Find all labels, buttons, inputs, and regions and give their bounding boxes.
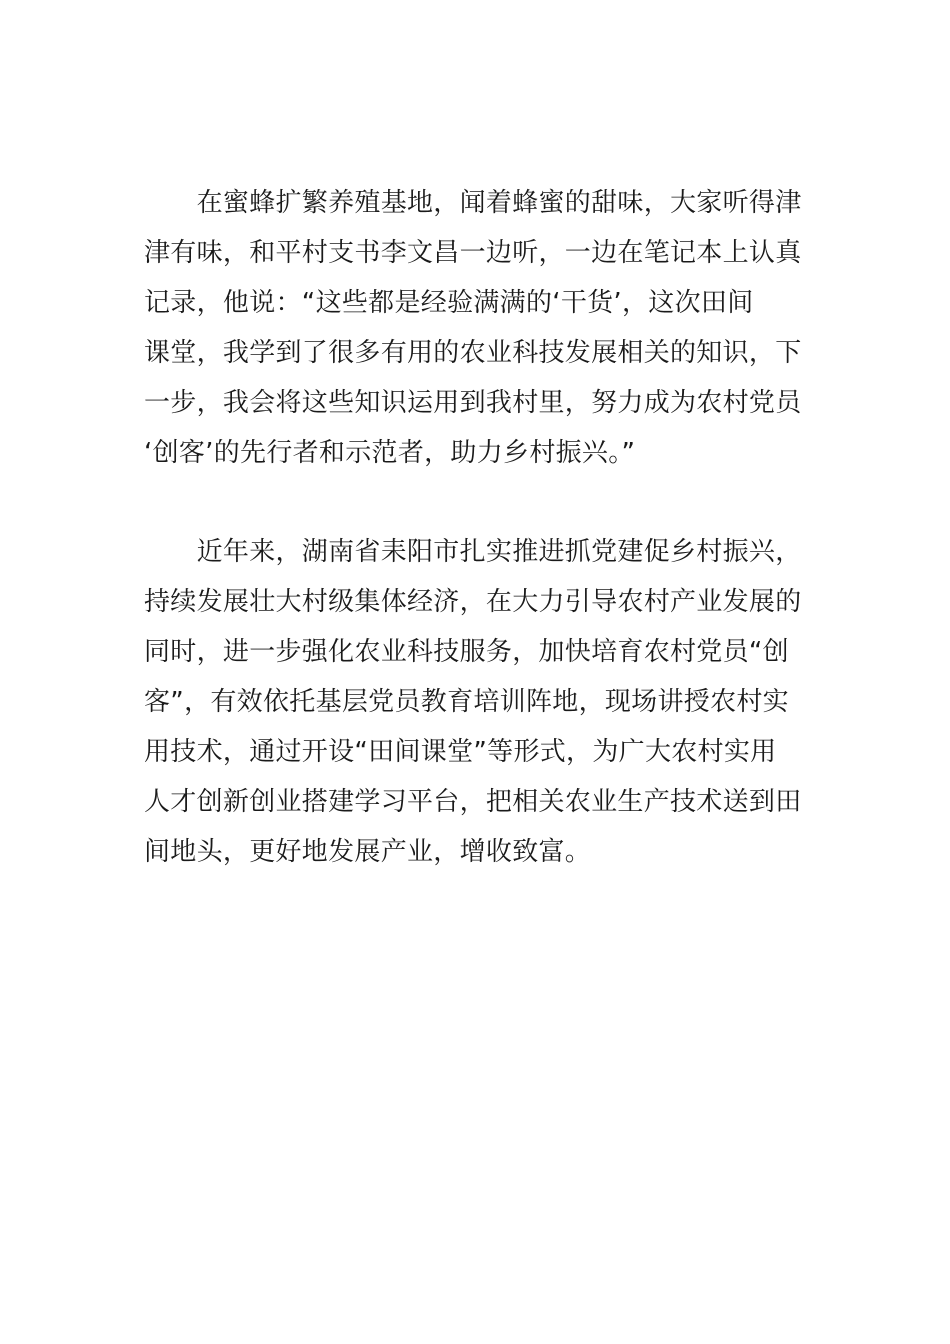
paragraph-line: 客”，有效依托基层党员教育培训阵地，现场讲授农村实 [144, 687, 789, 717]
paragraph-beekeeping [144, 178, 814, 478]
paragraph-line: 间地头，更好地发展产业，增收致富。 [144, 837, 592, 867]
paragraph-line: 课堂，我学到了很多有用的农业科技发展相关的知识，下 [144, 338, 802, 368]
paragraph-line: 近年来，湖南省耒阳市扎实推进抓党建促乡村振兴， [144, 537, 802, 567]
paragraph-line: ‘创客’的先行者和示范者，助力乡村振兴。” [144, 438, 636, 468]
paragraph-line: 在蜜蜂扩繁养殖基地，闻着蜂蜜的甜味，大家听得津 [144, 188, 802, 218]
paragraph-line: 同时，进一步强化农业科技服务，加快培育农村党员“创 [144, 637, 789, 667]
paragraph-line: 持续发展壮大村级集体经济，在大力引导农村产业发展的 [144, 587, 802, 617]
paragraph-line: 记录，他说：“这些都是经验满满的‘干货’，这次田间 [144, 288, 754, 318]
paragraph-line: 津有味，和平村支书李文昌一边听，一边在笔记本上认真 [144, 238, 802, 268]
paragraph-line: 一步，我会将这些知识运用到我村里，努力成为农村党员 [144, 388, 802, 418]
paragraph-leiyang [144, 527, 814, 877]
paragraph-line: 用技术，通过开设“田间课堂”等形式，为广大农村实用 [144, 737, 777, 767]
paragraph-line: 人才创新创业搭建学习平台，把相关农业生产技术送到田 [144, 787, 802, 817]
